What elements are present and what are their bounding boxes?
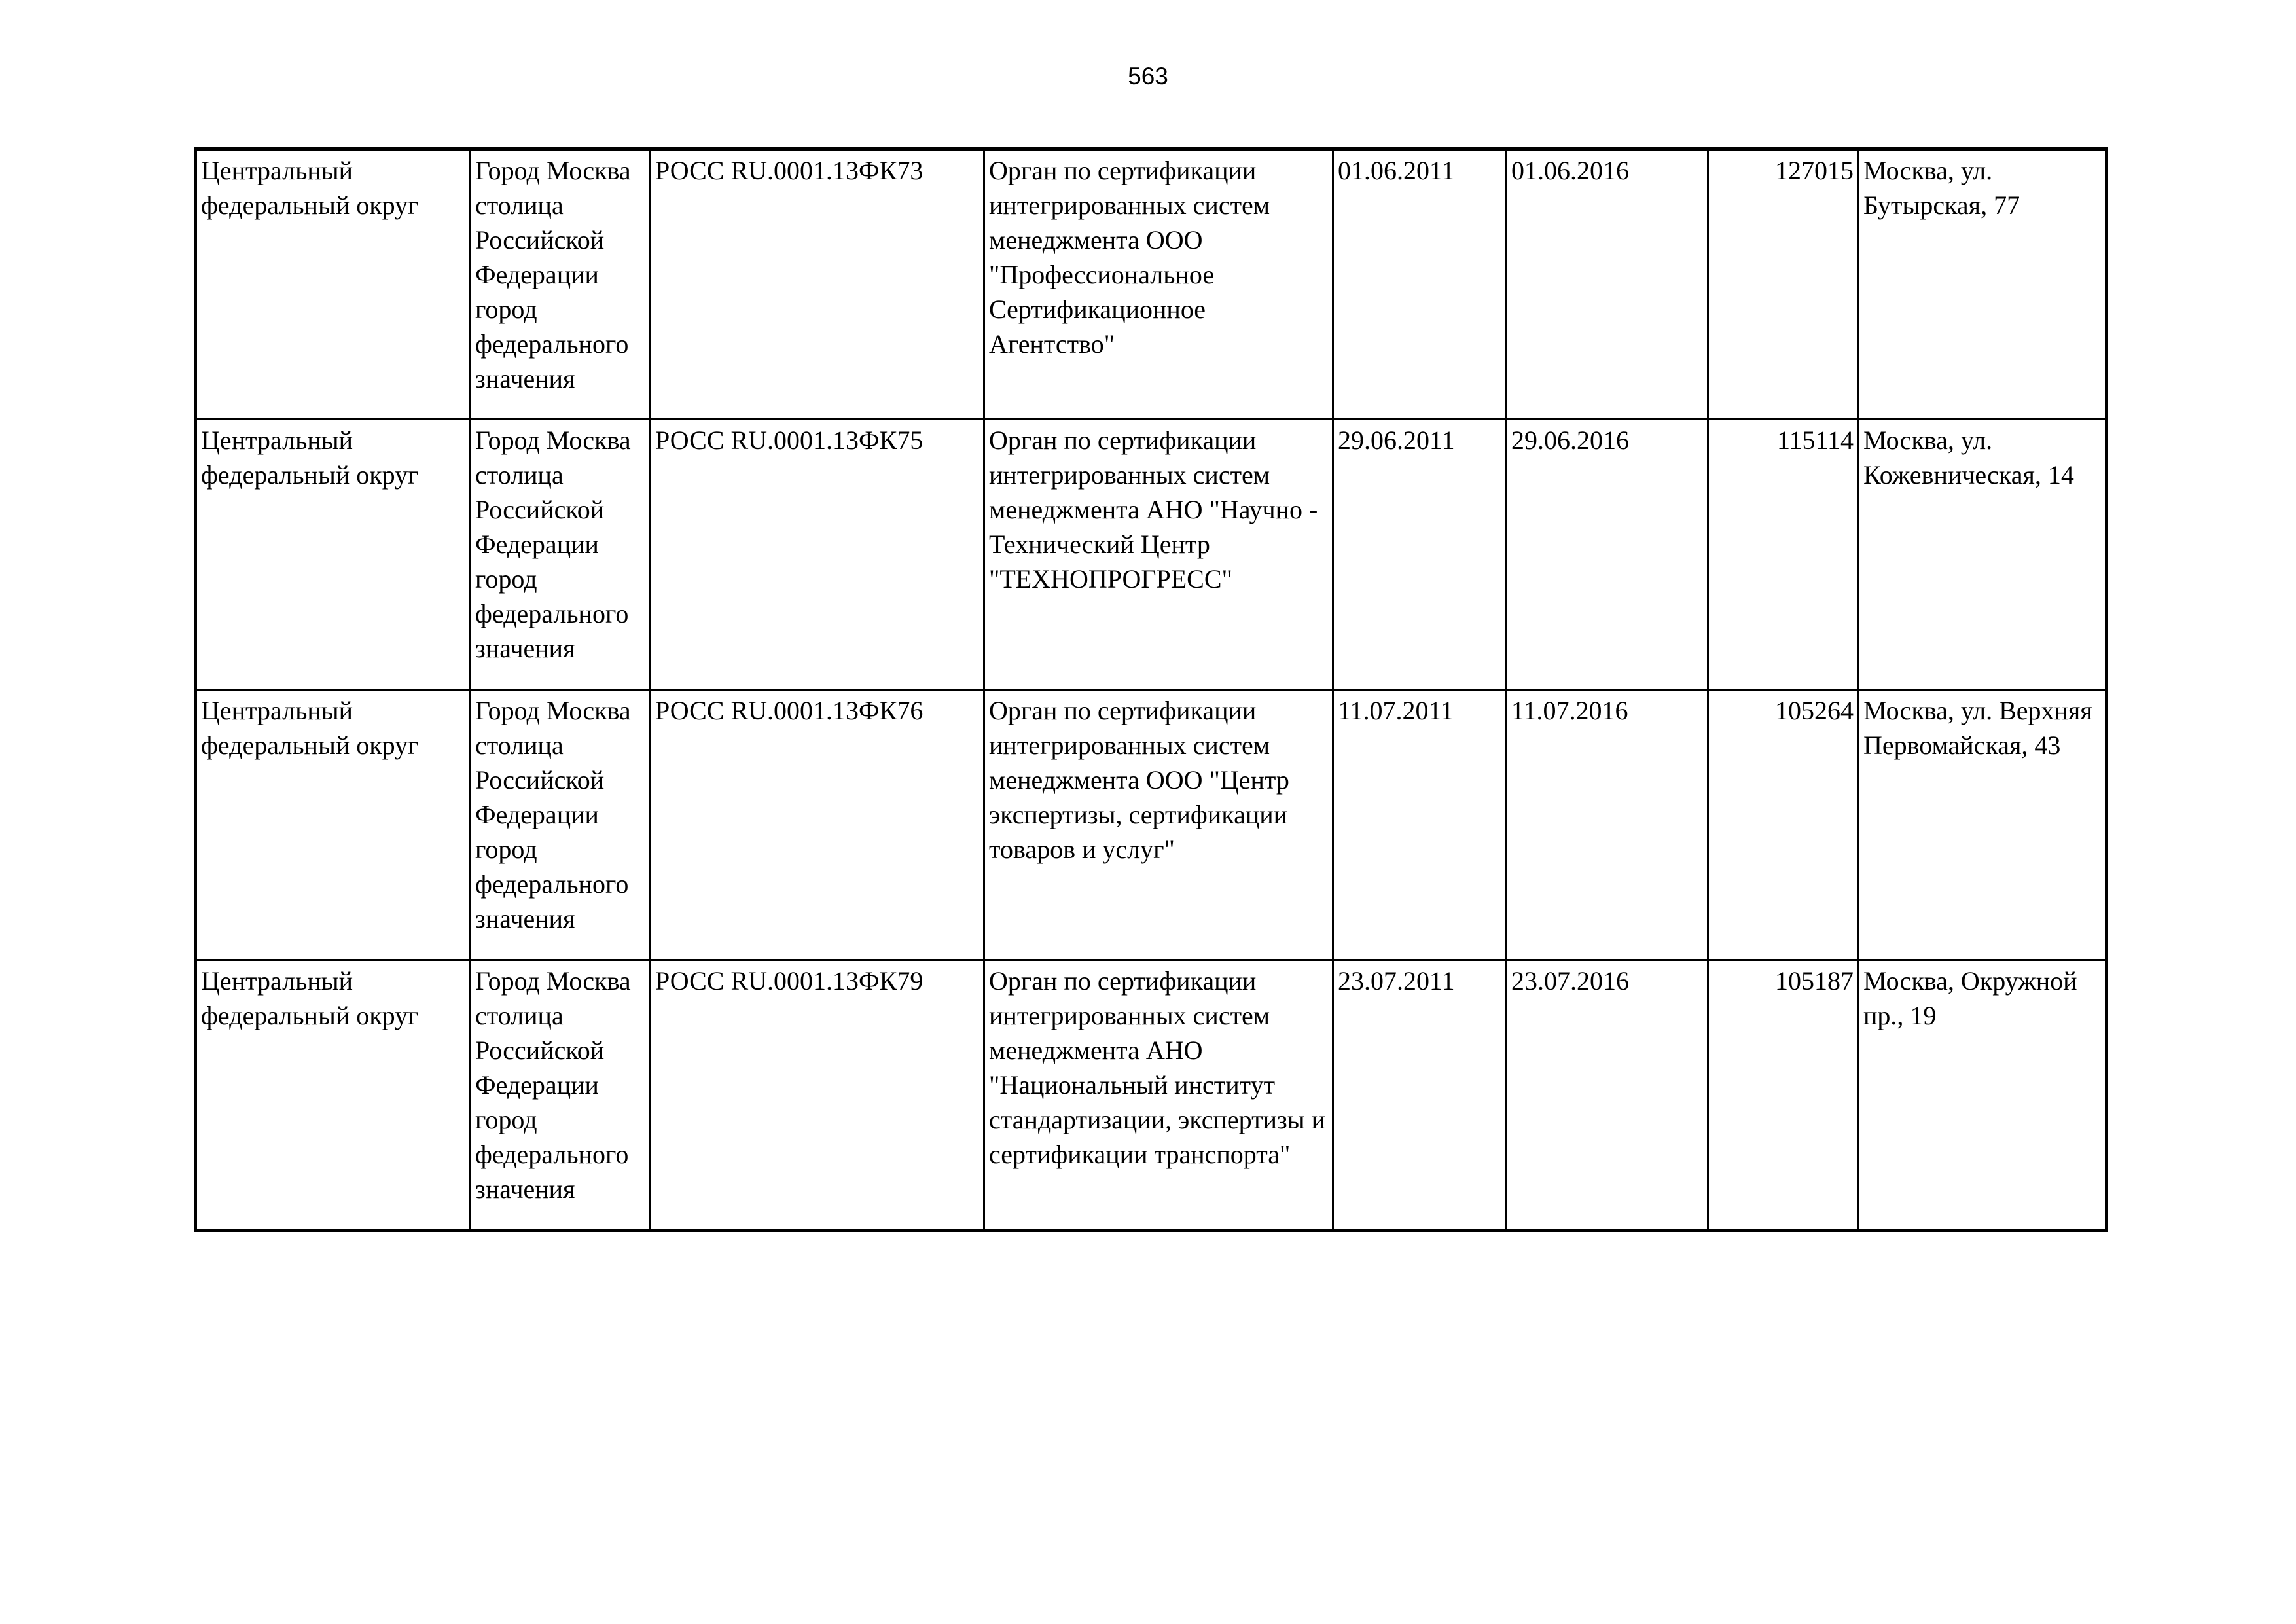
registration-number-cell: РОСС RU.0001.13ФК79 <box>651 960 984 1231</box>
table-row <box>196 690 2107 960</box>
date-to-cell: 11.07.2016 <box>1507 690 1708 960</box>
date-to-cell: 29.06.2016 <box>1507 420 1708 690</box>
district-cell: Центральный федеральный округ <box>196 690 471 960</box>
date-from-cell: 01.06.2011 <box>1333 149 1507 420</box>
region-cell: Город Москва столица Российской Федерации город федерального значения <box>471 960 651 1231</box>
date-from-cell: 23.07.2011 <box>1333 960 1507 1231</box>
region-cell: Город Москва столица Российской Федерации город федерального значения <box>471 420 651 690</box>
organization-cell: Орган по сертификации интегрированных систем менеджмента АНО "Научно - Технический Центр "ТЕХНОПРОГРЕСС" <box>984 420 1333 690</box>
registration-number-cell: РОСС RU.0001.13ФК76 <box>651 690 984 960</box>
registration-number-cell: РОСС RU.0001.13ФК73 <box>651 149 984 420</box>
region-cell: Город Москва столица Российской Федерации город федерального значения <box>471 690 651 960</box>
district-cell: Центральный федеральный округ <box>196 960 471 1231</box>
date-from-cell: 11.07.2011 <box>1333 690 1507 960</box>
date-to-cell: 23.07.2016 <box>1507 960 1708 1231</box>
organization-cell: Орган по сертификации интегрированных систем менеджмента ООО "Профессиональное Сертификационное Агентство" <box>984 149 1333 420</box>
registration-number-cell: РОСС RU.0001.13ФК75 <box>651 420 984 690</box>
region-cell: Город Москва столица Российской Федерации город федерального значения <box>471 149 651 420</box>
address-cell: Москва, ул. Бутырская, 77 <box>1859 149 2107 420</box>
organization-cell: Орган по сертификации интегрированных систем менеджмента АНО "Национальный институт стандартизации, экспертизы и сертификации транспорта" <box>984 960 1333 1231</box>
date-from-cell: 29.06.2011 <box>1333 420 1507 690</box>
district-cell: Центральный федеральный округ <box>196 420 471 690</box>
organization-cell: Орган по сертификации интегрированных систем менеджмента ООО "Центр экспертизы, сертификации товаров и услуг" <box>984 690 1333 960</box>
postal-code-cell: 115114 <box>1708 420 1859 690</box>
table-row <box>196 420 2107 690</box>
page-number: 563 <box>1128 63 1168 90</box>
postal-code-cell: 105187 <box>1708 960 1859 1231</box>
address-cell: Москва, ул. Верхняя Первомайская, 43 <box>1859 690 2107 960</box>
address-cell: Москва, Окружной пр., 19 <box>1859 960 2107 1231</box>
date-to-cell: 01.06.2016 <box>1507 149 1708 420</box>
postal-code-cell: 105264 <box>1708 690 1859 960</box>
postal-code-cell: 127015 <box>1708 149 1859 420</box>
district-cell: Центральный федеральный округ <box>196 149 471 420</box>
address-cell: Москва, ул. Кожевническая, 14 <box>1859 420 2107 690</box>
table-row <box>196 149 2107 420</box>
certification-registry-table <box>194 147 2108 1232</box>
table-row <box>196 960 2107 1231</box>
